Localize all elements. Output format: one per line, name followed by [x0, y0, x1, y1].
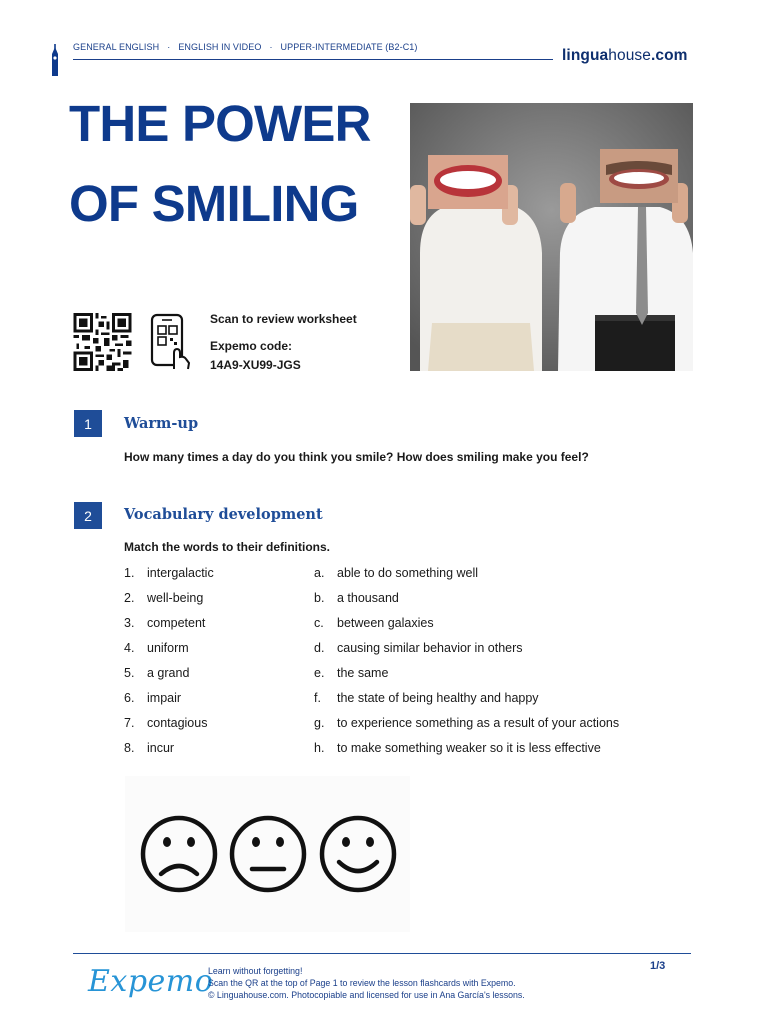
definition: between galaxies — [337, 616, 434, 630]
section-title-warm-up: Warm-up — [124, 415, 199, 432]
emoji-faces-image — [125, 776, 410, 932]
definition-letter: c. — [314, 616, 324, 630]
definition-letter: h. — [314, 741, 325, 755]
hero-photo — [410, 103, 693, 371]
section-number-2: 2 — [74, 502, 102, 529]
word: intergalactic — [147, 566, 214, 580]
definition-letter: d. — [314, 641, 325, 655]
definition-letter: f. — [314, 691, 321, 705]
scan-label: Scan to review worksheet — [210, 312, 357, 326]
word-number: 1. — [124, 566, 135, 580]
header-divider — [73, 59, 553, 60]
breadcrumb-item[interactable]: UPPER-INTERMEDIATE (B2-C1) — [280, 42, 418, 52]
word: incur — [147, 741, 175, 755]
phone-scan-icon — [150, 313, 192, 371]
definition: able to do something well — [337, 566, 479, 580]
definition-letter: e. — [314, 666, 325, 680]
big-ben-icon — [50, 44, 60, 76]
word-number: 8. — [124, 741, 135, 755]
word: competent — [147, 616, 206, 630]
breadcrumb-item[interactable]: GENERAL ENGLISH — [73, 42, 160, 52]
definition: a thousand — [337, 591, 399, 605]
definition: to experience something as a result of your actions — [337, 716, 620, 730]
brand-regular: house — [608, 47, 651, 64]
breadcrumb-item[interactable]: ENGLISH IN VIDEO — [178, 42, 262, 52]
vocabulary-instruction: Match the words to their definitions. — [124, 540, 331, 554]
word: a grand — [147, 666, 190, 680]
page-title-line-1: THE POWER — [69, 95, 371, 152]
footer-instruction: Scan the QR at the top of Page 1 to review the lesson flashcards with Expemo. — [208, 978, 516, 988]
word-number: 5. — [124, 666, 135, 680]
word: well-being — [147, 591, 204, 605]
definition-letter: b. — [314, 591, 325, 605]
word-number: 2. — [124, 591, 135, 605]
definition: the state of being healthy and happy — [337, 691, 539, 705]
word: uniform — [147, 641, 189, 655]
word-number: 4. — [124, 641, 135, 655]
page-title-line-2: OF SMILING — [69, 175, 359, 232]
breadcrumb-separator: · — [167, 42, 171, 52]
qr-code-icon[interactable] — [73, 313, 132, 371]
word-number: 3. — [124, 616, 135, 630]
definition: the same — [337, 666, 389, 680]
footer-tagline: Learn without forgetting! — [208, 966, 303, 976]
breadcrumb-separator: · — [269, 42, 273, 52]
word-number: 6. — [124, 691, 135, 705]
expemo-code-label: Expemo code: — [210, 339, 293, 353]
section-number-1: 1 — [74, 410, 102, 437]
page-number: 1/3 — [650, 960, 666, 972]
footer-divider — [73, 953, 691, 954]
brand-bold: lingua — [562, 47, 609, 64]
breadcrumb — [73, 42, 418, 52]
expemo-logo[interactable]: Expemo — [88, 964, 214, 999]
warm-up-question: How many times a day do you think you smile? How does smiling make you feel? — [124, 450, 589, 464]
brand-suffix: .com — [650, 47, 688, 64]
definition-letter: a. — [314, 566, 325, 580]
footer-copyright: © Linguahouse.com. Photocopiable and licensed for use in Ana García's lessons. — [208, 990, 525, 1000]
definition: to make something weaker so it is less effective — [337, 741, 601, 755]
expemo-code-value: 14A9-XU99-JGS — [210, 358, 301, 372]
section-title-vocabulary: Vocabulary development — [124, 506, 323, 523]
word: impair — [147, 691, 182, 705]
definition-letter: g. — [314, 716, 325, 730]
word-number: 7. — [124, 716, 135, 730]
definition: causing similar behavior in others — [337, 641, 523, 655]
brand-logo[interactable] — [562, 47, 688, 65]
word: contagious — [147, 716, 208, 730]
